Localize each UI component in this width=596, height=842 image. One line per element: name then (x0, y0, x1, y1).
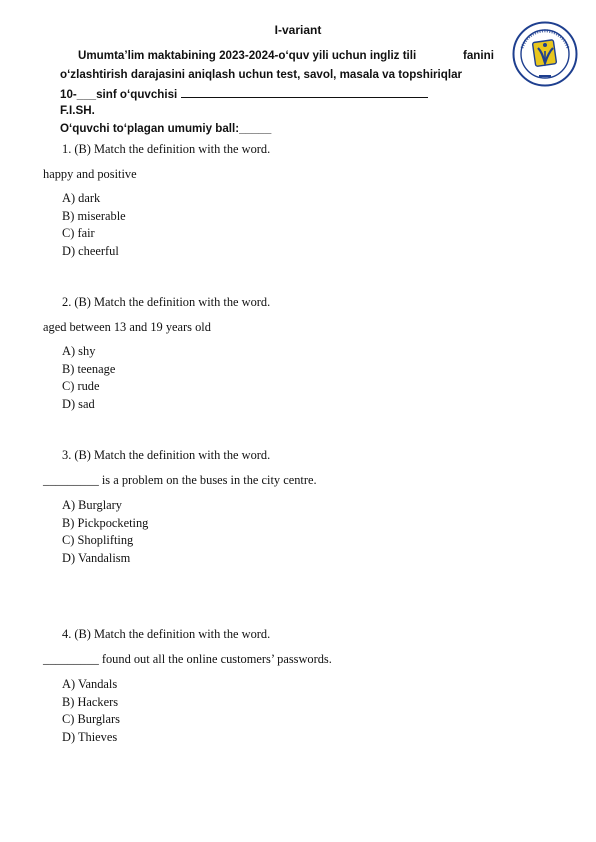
question-number: 1. (62, 142, 72, 156)
option-b[interactable]: B) teenage (62, 361, 116, 376)
question-1-options (62, 190, 126, 260)
question-number: 3. (62, 448, 72, 462)
student-name-blank (181, 86, 428, 98)
header-line-2: o‘zlashtirish darajasini aniqlash uchun test, savol, masala va topshiriqlar (60, 68, 463, 81)
option-c[interactable]: C) rude (62, 379, 100, 393)
option-a[interactable]: A) dark (62, 191, 101, 205)
instruction-text: (B) Match the definition with the word. (74, 448, 271, 462)
question-4-options (62, 676, 120, 746)
question-3-prompt: _________ is a problem on the buses in the city centre. (43, 473, 317, 487)
question-number: 2. (62, 295, 72, 309)
header-line-1-end: fanini (463, 49, 494, 62)
fish-label: F.I.SH. (60, 104, 95, 117)
option-a[interactable]: A) shy (62, 344, 96, 358)
option-c[interactable]: C) Shoplifting (62, 533, 134, 547)
option-b[interactable]: B) Pickpocketing (62, 515, 149, 530)
option-d[interactable]: D) Vandalism (62, 550, 131, 565)
option-c[interactable]: C) Burglars (62, 712, 120, 726)
header-line-1: Umumta’lim maktabining 2023-2024-o‘quv yili uchun ingliz tili (78, 49, 417, 62)
class-student-label: 10-___sinf o‘quvchisi (60, 88, 181, 101)
score-label: O‘quvchi to‘plagan umumiy ball:_____ (60, 122, 272, 135)
option-d[interactable]: D) Thieves (62, 729, 118, 744)
class-student-line (60, 86, 428, 101)
question-3-options (62, 497, 148, 567)
option-c[interactable]: C) fair (62, 226, 95, 240)
option-b[interactable]: B) Hackers (62, 694, 119, 709)
question-2-prompt: aged between 13 and 19 years old (43, 320, 211, 334)
question-4-instruction (62, 627, 270, 642)
option-d[interactable]: D) sad (62, 396, 95, 411)
option-d[interactable]: D) cheerful (62, 243, 119, 258)
variant-title: I-variant (274, 23, 322, 37)
question-1-prompt: happy and positive (43, 167, 137, 181)
question-4-prompt: _________ found out all the online customers’ passwords. (43, 652, 332, 666)
question-2-options (62, 343, 115, 413)
option-a[interactable]: A) Burglary (62, 498, 122, 512)
school-emblem-icon (512, 21, 578, 87)
instruction-text: (B) Match the definition with the word. (74, 627, 271, 641)
question-2-instruction (62, 295, 270, 310)
option-a[interactable]: A) Vandals (62, 677, 118, 691)
option-b[interactable]: B) miserable (62, 208, 126, 223)
question-1-instruction (62, 142, 270, 157)
instruction-text: (B) Match the definition with the word. (74, 295, 271, 309)
instruction-text: (B) Match the definition with the word. (74, 142, 271, 156)
question-3-instruction (62, 448, 270, 463)
question-number: 4. (62, 627, 72, 641)
